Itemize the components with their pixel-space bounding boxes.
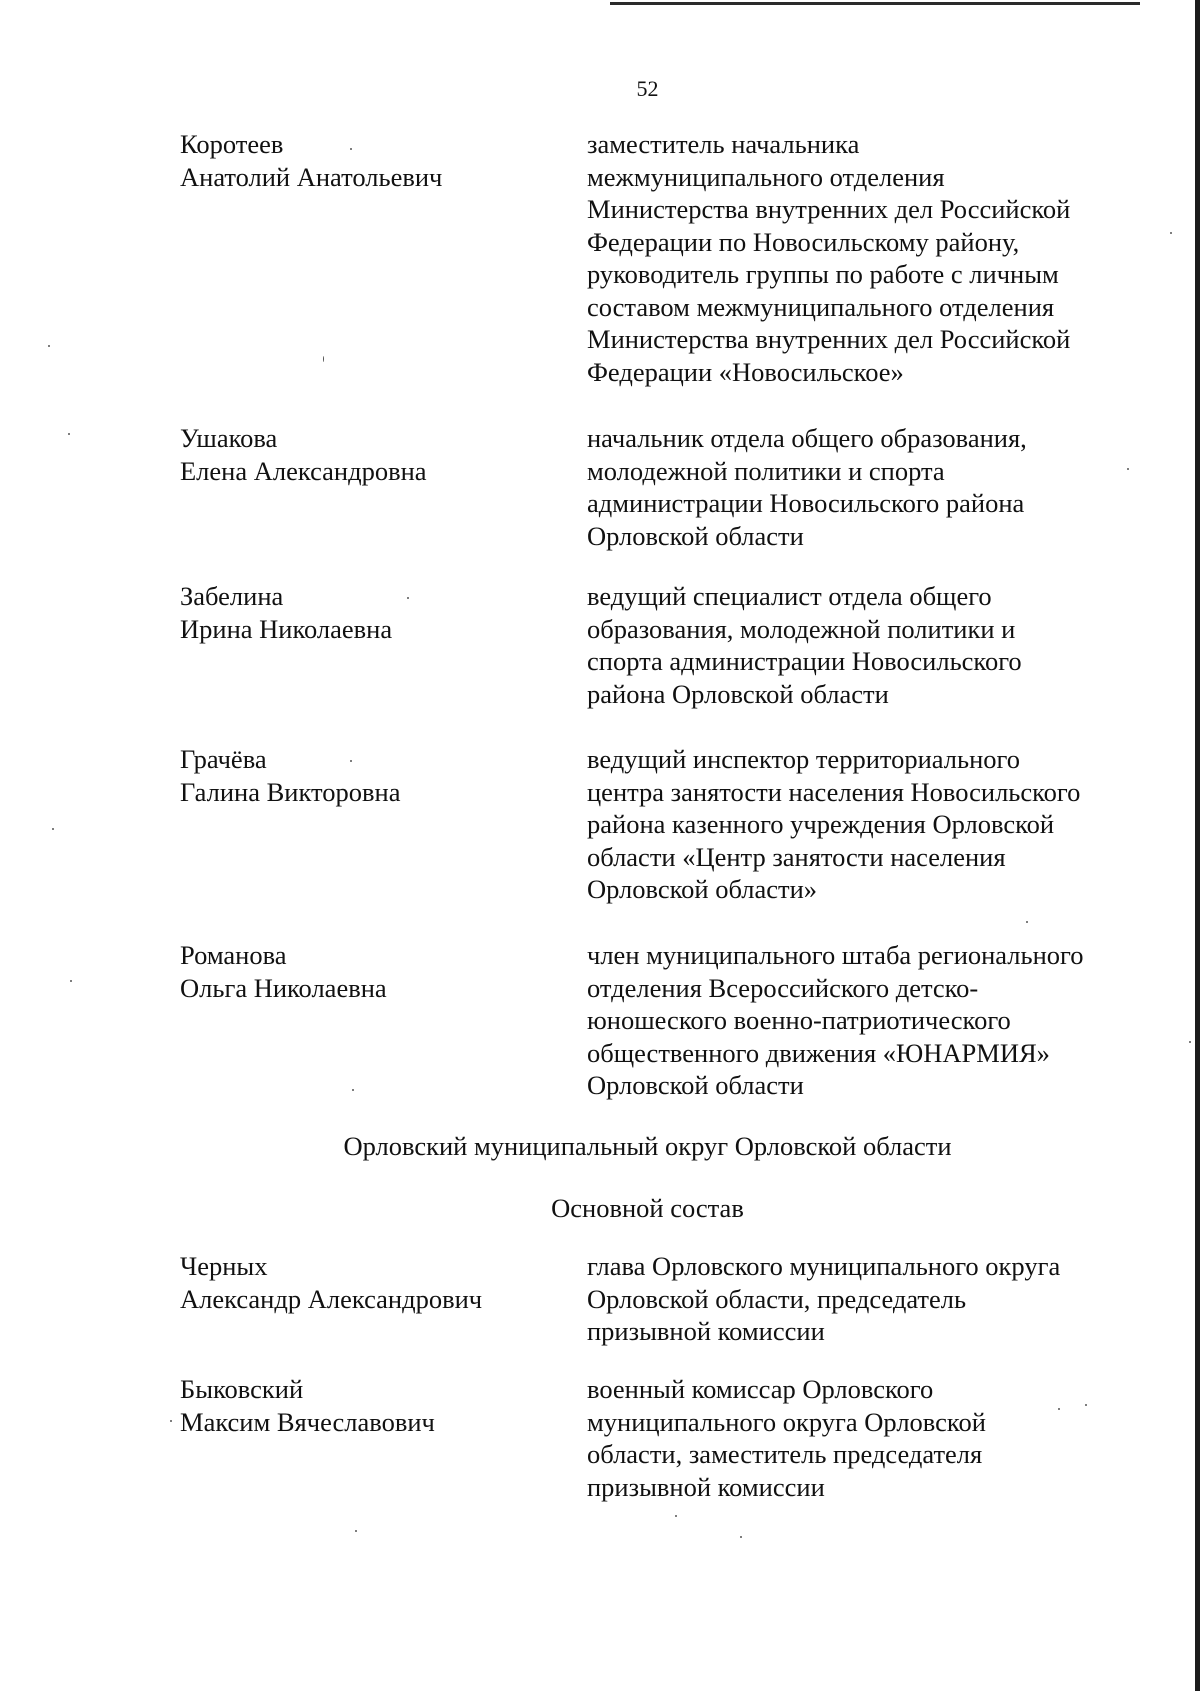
position-line: межмуниципального отделения [587, 161, 945, 192]
scan-speck [1085, 1404, 1087, 1406]
position-line: Орловской области [587, 520, 804, 551]
member-position [587, 128, 1147, 388]
position-line: Орловской области, председатель [587, 1283, 967, 1314]
scan-edge-line [610, 2, 1140, 5]
position-line: Министерства внутренних дел Российской [587, 324, 1071, 354]
position-line: руководитель группы по работе с личным [587, 259, 1059, 289]
scan-speck [68, 433, 70, 435]
scan-speck [52, 828, 54, 830]
member-position [587, 1250, 1147, 1348]
member-surname: Быковский [180, 1374, 304, 1404]
scan-speck [323, 356, 324, 362]
member-given-names: Ирина Николаевна [180, 613, 393, 644]
scan-speck [48, 345, 50, 347]
member-position [587, 939, 1147, 1102]
scan-speck [170, 1420, 172, 1422]
member-given-names: Анатолий Анатольевич [180, 161, 443, 192]
scan-speck [1127, 468, 1129, 470]
member-given-names: Галина Викторовна [180, 776, 401, 807]
scan-speck [70, 980, 72, 982]
position-line: отделения Всероссийского детско- [587, 972, 979, 1003]
member-surname: Романова [180, 940, 287, 970]
member-surname: Черных [180, 1251, 268, 1281]
member-name [180, 580, 570, 645]
position-line: Орловской области» [587, 874, 818, 904]
page-number: 52 [636, 76, 659, 101]
position-line: призывной комиссии [587, 1316, 825, 1346]
position-line: области «Центр занятости населения [587, 841, 1006, 872]
member-given-names: Елена Александровна [180, 455, 427, 486]
member-surname: Забелина [180, 581, 284, 611]
position-line: юношеского военно-патриотического [587, 1005, 1011, 1035]
scan-page-edge [1195, 0, 1200, 1691]
position-line: глава Орловского муниципального округа [587, 1251, 1061, 1281]
position-line: администрации Новосильского района [587, 488, 1025, 518]
member-name [180, 1373, 570, 1438]
position-line: призывной комиссии [587, 1471, 825, 1502]
member-surname: Ушакова [180, 423, 278, 453]
position-line: член муниципального штаба регионального [587, 940, 1084, 970]
position-line: ведущий инспектор территориального [587, 744, 1020, 774]
member-surname: Грачёва [180, 744, 267, 774]
position-line: Орловской области [587, 1070, 804, 1100]
scan-speck [1189, 1041, 1191, 1043]
position-line: молодежной политики и спорта [587, 455, 945, 486]
position-line: спорта администрации Новосильского [587, 646, 1022, 676]
scan-speck [355, 1530, 357, 1532]
position-line: центра занятости населения Новосильского [587, 776, 1081, 807]
member-position [587, 1373, 1147, 1503]
position-line: заместитель начальника [587, 129, 860, 159]
scan-speck [407, 597, 409, 599]
section-heading: Орловский муниципальный округ Орловской области [343, 1131, 952, 1161]
scan-speck [352, 1089, 354, 1091]
member-given-names: Максим Вячеславович [180, 1406, 435, 1437]
position-line: образования, молодежной политики и [587, 613, 1016, 644]
position-line: района Орловской области [587, 678, 889, 709]
scan-speck [675, 1515, 677, 1517]
member-name [180, 422, 570, 487]
position-line: Федерации «Новосильское» [587, 356, 904, 387]
subsection-heading: Основной состав [551, 1193, 744, 1223]
member-position [587, 422, 1147, 552]
position-line: составом межмуниципального отделения [587, 291, 1055, 322]
member-name [180, 743, 570, 808]
scan-speck [1058, 1408, 1060, 1410]
position-line: военный комиссар Орловского [587, 1374, 934, 1404]
member-name [180, 1250, 570, 1315]
member-name [180, 128, 570, 193]
position-line: области, заместитель председателя [587, 1439, 983, 1469]
scan-speck [1170, 232, 1172, 234]
member-given-names: Ольга Николаевна [180, 972, 387, 1003]
position-line: Федерации по Новосильскому району, [587, 226, 1020, 257]
position-line: Министерства внутренних дел Российской [587, 194, 1071, 224]
member-surname: Коротеев [180, 129, 284, 159]
scan-speck [740, 1536, 742, 1538]
position-line: ведущий специалист отдела общего [587, 581, 992, 611]
position-line: муниципального округа Орловской [587, 1406, 986, 1437]
position-line: района казенного учреждения Орловской [587, 809, 1055, 839]
scan-speck [1026, 921, 1028, 923]
scan-speck [350, 760, 352, 762]
member-given-names: Александр Александрович [180, 1283, 483, 1314]
position-line: начальник отдела общего образования, [587, 423, 1027, 453]
member-name [180, 939, 570, 1004]
member-position [587, 743, 1147, 906]
member-position [587, 580, 1147, 710]
scan-speck [350, 148, 352, 150]
position-line: общественного движения «ЮНАРМИЯ» [587, 1037, 1050, 1068]
